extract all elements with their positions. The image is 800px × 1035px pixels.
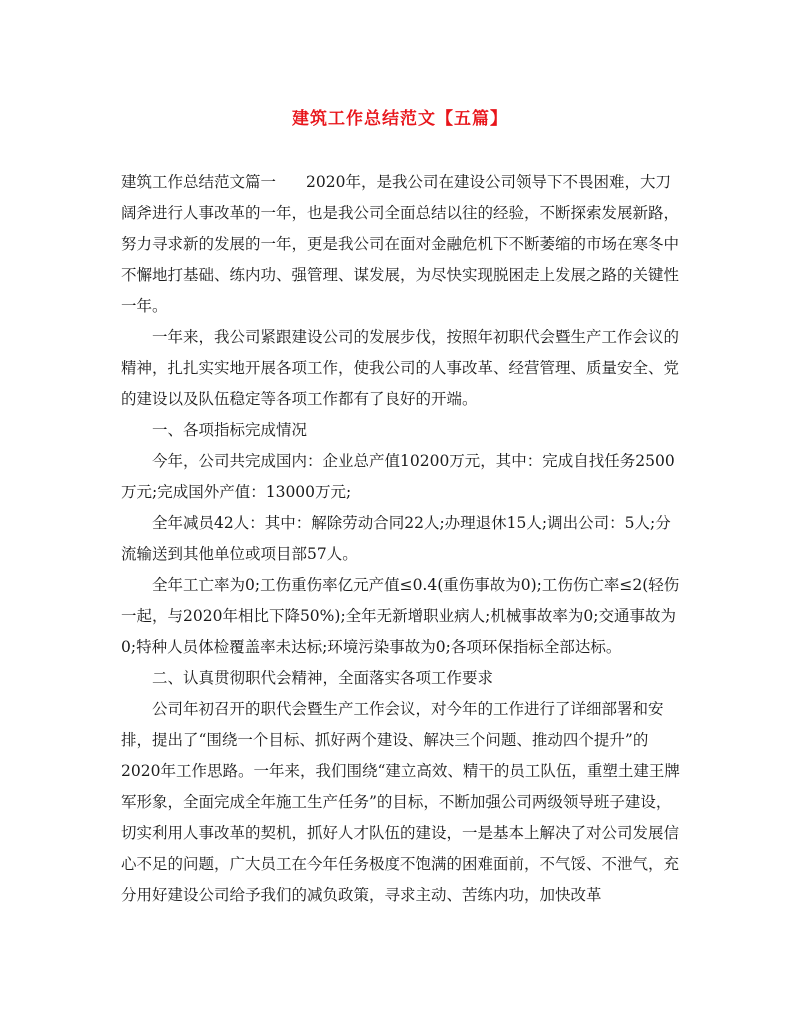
paragraph-2: 一年来，我公司紧跟建设公司的发展步伐，按照年初职代会暨生产工作会议的精神，扎扎实实地开展各项工作，使我公司的人事改革、经营管理、质量安全、党的建设以及队伍稳定等各项工作都有了良好的开端。 — [121, 328, 680, 408]
paragraph-lead: 建筑工作总结范文篇一 — [121, 173, 277, 191]
paragraph-4: 全年减员42人：其中：解除劳动合同22人;办理退休15人;调出公司：5人;分流输送到其他单位或项目部57人。 — [121, 514, 671, 563]
paragraph-1 — [121, 167, 681, 322]
section-heading-2: 二、认真贯彻职代会精神，全面落实各项工作要求 — [152, 669, 494, 687]
document-title: 建筑工作总结范文【五篇】 — [292, 109, 508, 129]
section-heading-1: 一、各项指标完成情况 — [152, 421, 308, 439]
paragraph-5: 全年工亡率为0;工伤重伤率亿元产值≤0.4(重伤事故为0);工伤伤亡率≤2(轻伤一起，与2020年相比下降50%);全年无新增职业病人;机械事故率为0;交通事故为0;特种人员体检覆盖率未达标;环境污染事故为0;各项环保指标全部达标。 — [121, 576, 680, 656]
document-body — [121, 167, 681, 911]
paragraph-text: 2020年，是我公司在建设公司领导下不畏困难，大刀阔斧进行人事改革的一年，也是我公司全面总结以往的经验，不断探索发展新路，努力寻求新的发展的一年，更是我公司在面对金融危机下不断萎缩的市场在寒冬中不懈地打基础、练内功、强管理、谋发展，为尽快实现脱困走上发展之路的关键性一年。 — [121, 173, 680, 315]
paragraph-3: 今年，公司共完成国内：企业总产值10200万元，其中：完成自找任务2500万元;完成国外产值：13000万元; — [121, 452, 675, 501]
paragraph-6: 公司年初召开的职代会暨生产工作会议，对今年的工作进行了详细部署和安排，提出了“围绕一个目标、抓好两个建设、解决三个问题、推动四个提升”的2020年工作思路。一年来，我们围绕“建立高效、精干的员工队伍，重塑土建王牌军形象，全面完成全年施工生产任务”的目标，不断加强公司两级领导班子建设，切实利用人事改革的契机，抓好人才队伍的建设，一是基本上解决了对公司发展信心不足的问题，广大员工在今年任务极度不饱满的困难面前，不气馁、不泄气，充分用好建设公司给予我们的减负政策，寻求主动、苦练内功，加快改革 — [121, 700, 680, 904]
